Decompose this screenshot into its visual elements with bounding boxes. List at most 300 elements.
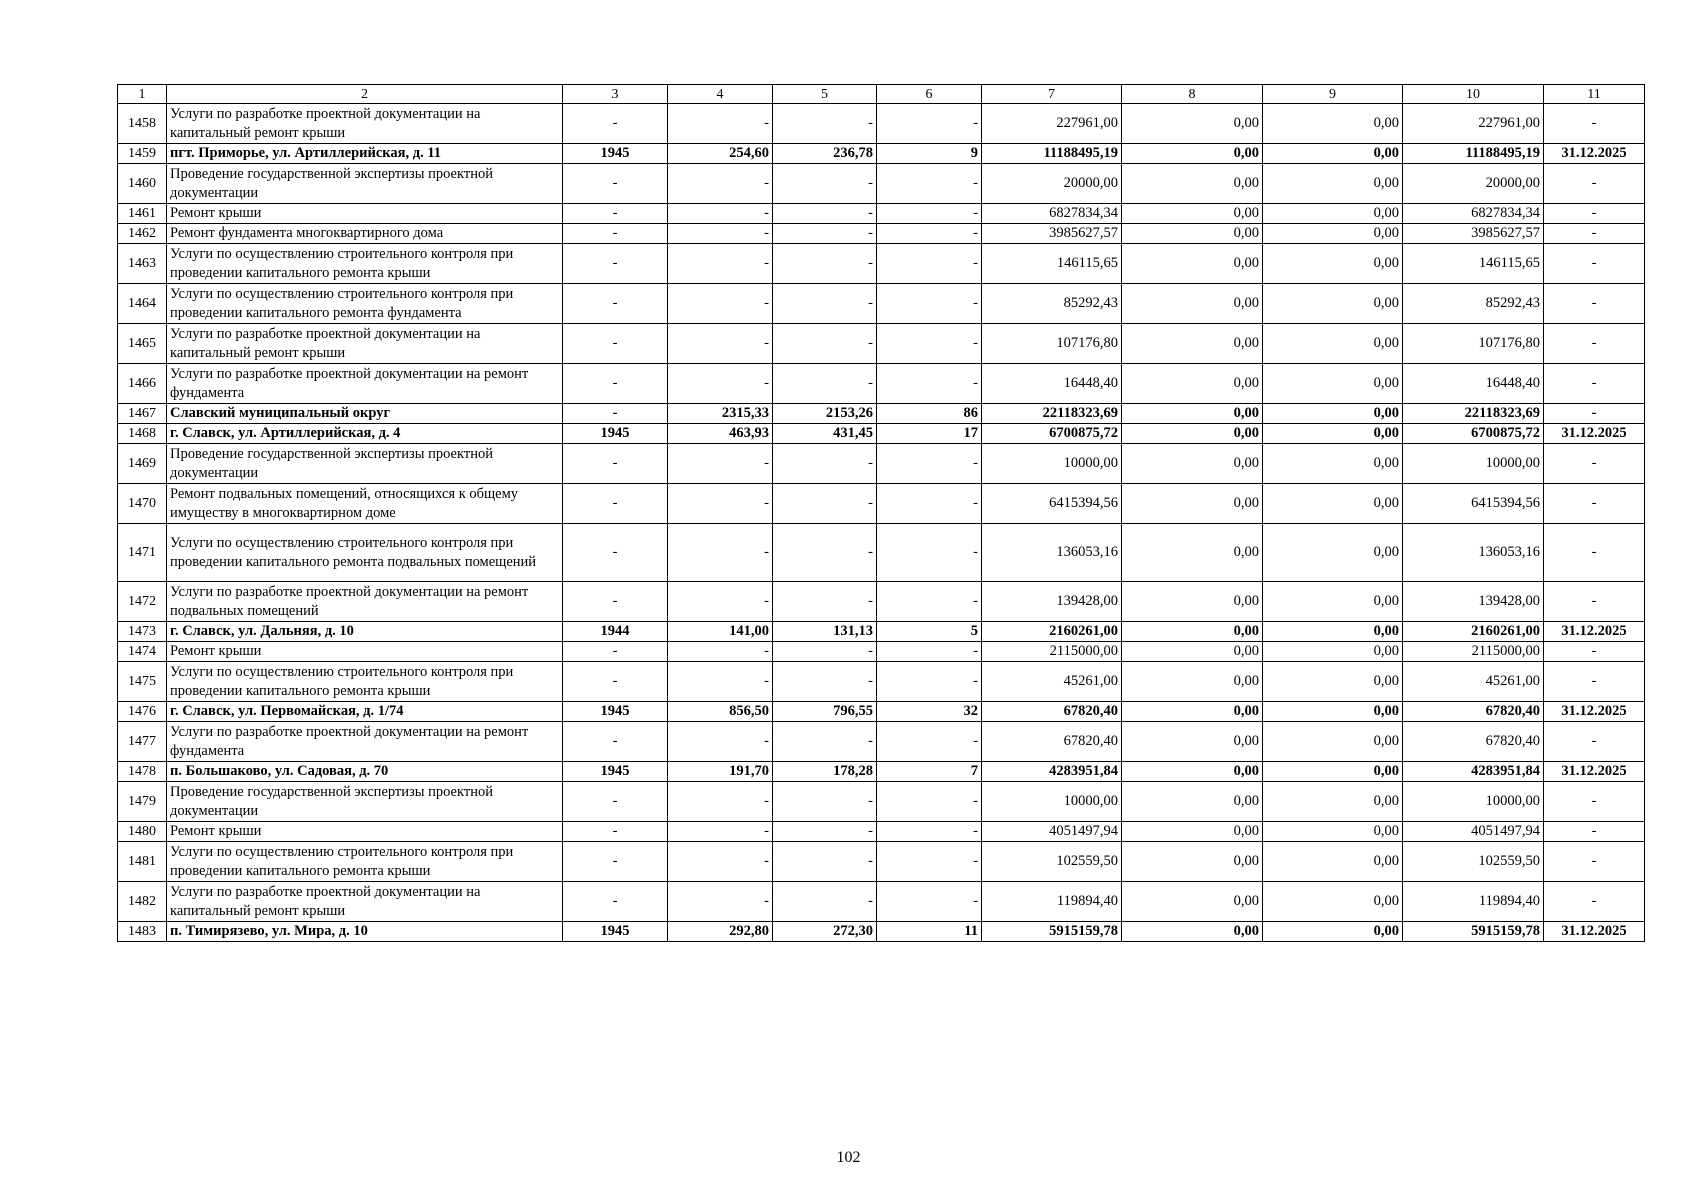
table-row <box>118 782 1645 822</box>
row-number-cell: 1461 <box>118 204 167 224</box>
table-row <box>118 424 1645 444</box>
fund-col8-cell: 0,00 <box>1122 524 1263 582</box>
cost-total-cell: 45261,00 <box>982 662 1122 702</box>
work-description-cell: Услуги по осуществлению строительного контроля при проведении капитального ремонта крыши <box>167 842 563 882</box>
area-living-cell: - <box>773 582 877 622</box>
cost-col10-cell: 10000,00 <box>1403 782 1544 822</box>
year-cell: 1945 <box>563 144 668 164</box>
row-number-cell: 1483 <box>118 922 167 942</box>
deadline-cell: 31.12.2025 <box>1544 702 1645 722</box>
fund-col9-cell: 0,00 <box>1263 882 1403 922</box>
cost-col10-cell: 67820,40 <box>1403 722 1544 762</box>
residents-cell: - <box>877 822 982 842</box>
header-cell-4: 4 <box>668 85 773 104</box>
work-description-cell: Проведение государственной экспертизы проектной документации <box>167 164 563 204</box>
deadline-cell: - <box>1544 842 1645 882</box>
table-row <box>118 404 1645 424</box>
work-description-cell: Услуги по осуществлению строительного контроля при проведении капитального ремонта крыши <box>167 662 563 702</box>
deadline-cell: - <box>1544 722 1645 762</box>
row-number-cell: 1464 <box>118 284 167 324</box>
fund-col9-cell: 0,00 <box>1263 762 1403 782</box>
area-total-cell: - <box>668 782 773 822</box>
table-row <box>118 164 1645 204</box>
table-row <box>118 722 1645 762</box>
residents-cell: 11 <box>877 922 982 942</box>
cost-col10-cell: 139428,00 <box>1403 582 1544 622</box>
residents-cell: 17 <box>877 424 982 444</box>
column-number-header-row <box>118 85 1645 104</box>
page-number: 102 <box>836 1149 861 1166</box>
deadline-cell: - <box>1544 882 1645 922</box>
table-row <box>118 762 1645 782</box>
fund-col9-cell: 0,00 <box>1263 662 1403 702</box>
area-living-cell: - <box>773 842 877 882</box>
residents-cell: - <box>877 882 982 922</box>
cost-total-cell: 5915159,78 <box>982 922 1122 942</box>
cost-total-cell: 20000,00 <box>982 164 1122 204</box>
year-cell: - <box>563 842 668 882</box>
fund-col9-cell: 0,00 <box>1263 822 1403 842</box>
cost-col10-cell: 22118323,69 <box>1403 404 1544 424</box>
header-cell-3: 3 <box>563 85 668 104</box>
table-row <box>118 144 1645 164</box>
deadline-cell: - <box>1544 662 1645 702</box>
area-total-cell: - <box>668 484 773 524</box>
fund-col8-cell: 0,00 <box>1122 244 1263 284</box>
work-description-cell: Услуги по осуществлению строительного контроля при проведении капитального ремонта крыши <box>167 244 563 284</box>
fund-col9-cell: 0,00 <box>1263 444 1403 484</box>
fund-col9-cell: 0,00 <box>1263 244 1403 284</box>
cost-total-cell: 11188495,19 <box>982 144 1122 164</box>
deadline-cell: - <box>1544 224 1645 244</box>
fund-col9-cell: 0,00 <box>1263 622 1403 642</box>
area-total-cell: - <box>668 882 773 922</box>
fund-col9-cell: 0,00 <box>1263 224 1403 244</box>
fund-col9-cell: 0,00 <box>1263 424 1403 444</box>
area-total-cell: 254,60 <box>668 144 773 164</box>
fund-col9-cell: 0,00 <box>1263 204 1403 224</box>
deadline-cell: - <box>1544 244 1645 284</box>
area-total-cell: - <box>668 582 773 622</box>
area-living-cell: - <box>773 782 877 822</box>
year-cell: - <box>563 324 668 364</box>
residents-cell: - <box>877 524 982 582</box>
table-row <box>118 104 1645 144</box>
cost-total-cell: 22118323,69 <box>982 404 1122 424</box>
fund-col9-cell: 0,00 <box>1263 324 1403 364</box>
area-living-cell: - <box>773 104 877 144</box>
cost-total-cell: 6415394,56 <box>982 484 1122 524</box>
cost-col10-cell: 16448,40 <box>1403 364 1544 404</box>
area-living-cell: - <box>773 822 877 842</box>
cost-total-cell: 85292,43 <box>982 284 1122 324</box>
header-cell-11: 11 <box>1544 85 1645 104</box>
cost-col10-cell: 227961,00 <box>1403 104 1544 144</box>
work-description-cell: Ремонт крыши <box>167 204 563 224</box>
area-living-cell: 236,78 <box>773 144 877 164</box>
table-row <box>118 642 1645 662</box>
fund-col9-cell: 0,00 <box>1263 164 1403 204</box>
cost-total-cell: 102559,50 <box>982 842 1122 882</box>
area-living-cell: 2153,26 <box>773 404 877 424</box>
cost-col10-cell: 107176,80 <box>1403 324 1544 364</box>
work-description-cell: Услуги по осуществлению строительного контроля при проведении капитального ремонта фундамента <box>167 284 563 324</box>
row-number-cell: 1458 <box>118 104 167 144</box>
fund-col8-cell: 0,00 <box>1122 104 1263 144</box>
year-cell: - <box>563 224 668 244</box>
area-total-cell: - <box>668 662 773 702</box>
deadline-cell: - <box>1544 104 1645 144</box>
row-number-cell: 1478 <box>118 762 167 782</box>
fund-col9-cell: 0,00 <box>1263 842 1403 882</box>
work-description-cell: Услуги по разработке проектной документации на капитальный ремонт крыши <box>167 324 563 364</box>
row-number-cell: 1465 <box>118 324 167 364</box>
fund-col8-cell: 0,00 <box>1122 662 1263 702</box>
cost-col10-cell: 4283951,84 <box>1403 762 1544 782</box>
fund-col8-cell: 0,00 <box>1122 484 1263 524</box>
year-cell: - <box>563 404 668 424</box>
table-row <box>118 622 1645 642</box>
work-description-cell: г. Славск, ул. Артиллерийская, д. 4 <box>167 424 563 444</box>
work-description-cell: г. Славск, ул. Дальняя, д. 10 <box>167 622 563 642</box>
table-row <box>118 284 1645 324</box>
work-description-cell: Ремонт крыши <box>167 642 563 662</box>
area-living-cell: - <box>773 722 877 762</box>
fund-col8-cell: 0,00 <box>1122 204 1263 224</box>
row-number-cell: 1463 <box>118 244 167 284</box>
cost-total-cell: 139428,00 <box>982 582 1122 622</box>
area-living-cell: 431,45 <box>773 424 877 444</box>
row-number-cell: 1479 <box>118 782 167 822</box>
fund-col8-cell: 0,00 <box>1122 582 1263 622</box>
fund-col8-cell: 0,00 <box>1122 722 1263 762</box>
work-description-cell: Услуги по разработке проектной документации на капитальный ремонт крыши <box>167 882 563 922</box>
area-living-cell: - <box>773 364 877 404</box>
cost-col10-cell: 4051497,94 <box>1403 822 1544 842</box>
year-cell: - <box>563 204 668 224</box>
table-row <box>118 244 1645 284</box>
residents-cell: 32 <box>877 702 982 722</box>
table-row <box>118 842 1645 882</box>
year-cell: 1945 <box>563 702 668 722</box>
cost-col10-cell: 85292,43 <box>1403 284 1544 324</box>
residents-cell: - <box>877 662 982 702</box>
area-total-cell: 856,50 <box>668 702 773 722</box>
header-cell-5: 5 <box>773 85 877 104</box>
work-description-cell: Услуги по осуществлению строительного контроля при проведении капитального ремонта подвальных помещений <box>167 524 563 582</box>
header-cell-6: 6 <box>877 85 982 104</box>
row-number-cell: 1468 <box>118 424 167 444</box>
residents-cell: - <box>877 364 982 404</box>
deadline-cell: - <box>1544 444 1645 484</box>
area-total-cell: 141,00 <box>668 622 773 642</box>
cost-col10-cell: 6827834,34 <box>1403 204 1544 224</box>
cost-col10-cell: 2115000,00 <box>1403 642 1544 662</box>
header-cell-7: 7 <box>982 85 1122 104</box>
cost-total-cell: 10000,00 <box>982 444 1122 484</box>
year-cell: - <box>563 722 668 762</box>
cost-total-cell: 10000,00 <box>982 782 1122 822</box>
area-total-cell: 191,70 <box>668 762 773 782</box>
residents-cell: - <box>877 484 982 524</box>
residents-cell: 7 <box>877 762 982 782</box>
cost-col10-cell: 10000,00 <box>1403 444 1544 484</box>
area-living-cell: - <box>773 284 877 324</box>
fund-col8-cell: 0,00 <box>1122 404 1263 424</box>
area-living-cell: 178,28 <box>773 762 877 782</box>
fund-col9-cell: 0,00 <box>1263 782 1403 822</box>
fund-col8-cell: 0,00 <box>1122 444 1263 484</box>
fund-col8-cell: 0,00 <box>1122 882 1263 922</box>
deadline-cell: - <box>1544 524 1645 582</box>
cost-col10-cell: 45261,00 <box>1403 662 1544 702</box>
cost-col10-cell: 136053,16 <box>1403 524 1544 582</box>
row-number-cell: 1473 <box>118 622 167 642</box>
deadline-cell: - <box>1544 582 1645 622</box>
fund-col9-cell: 0,00 <box>1263 144 1403 164</box>
cost-total-cell: 107176,80 <box>982 324 1122 364</box>
fund-col8-cell: 0,00 <box>1122 782 1263 822</box>
table-body <box>118 85 1645 942</box>
work-description-cell: п. Тимирязево, ул. Мира, д. 10 <box>167 922 563 942</box>
cost-total-cell: 136053,16 <box>982 524 1122 582</box>
deadline-cell: - <box>1544 484 1645 524</box>
table-row <box>118 662 1645 702</box>
deadline-cell: - <box>1544 324 1645 364</box>
residents-cell: - <box>877 642 982 662</box>
deadline-cell: - <box>1544 782 1645 822</box>
residents-cell: - <box>877 444 982 484</box>
area-total-cell: - <box>668 842 773 882</box>
residents-cell: 86 <box>877 404 982 424</box>
cost-col10-cell: 146115,65 <box>1403 244 1544 284</box>
area-total-cell: - <box>668 204 773 224</box>
fund-col8-cell: 0,00 <box>1122 642 1263 662</box>
area-total-cell: 463,93 <box>668 424 773 444</box>
area-total-cell: - <box>668 364 773 404</box>
deadline-cell: - <box>1544 364 1645 404</box>
deadline-cell: 31.12.2025 <box>1544 622 1645 642</box>
cost-total-cell: 2115000,00 <box>982 642 1122 662</box>
fund-col8-cell: 0,00 <box>1122 822 1263 842</box>
residents-cell: - <box>877 582 982 622</box>
work-description-cell: Ремонт фундамента многоквартирного дома <box>167 224 563 244</box>
cost-total-cell: 227961,00 <box>982 104 1122 144</box>
residents-cell: - <box>877 204 982 224</box>
area-total-cell: - <box>668 444 773 484</box>
cost-col10-cell: 3985627,57 <box>1403 224 1544 244</box>
header-cell-1: 1 <box>118 85 167 104</box>
fund-col9-cell: 0,00 <box>1263 364 1403 404</box>
area-living-cell: - <box>773 244 877 284</box>
deadline-cell: - <box>1544 642 1645 662</box>
area-living-cell: - <box>773 662 877 702</box>
area-living-cell: 272,30 <box>773 922 877 942</box>
year-cell: - <box>563 484 668 524</box>
work-description-cell: Услуги по разработке проектной документации на ремонт фундамента <box>167 722 563 762</box>
year-cell: - <box>563 582 668 622</box>
cost-total-cell: 67820,40 <box>982 722 1122 762</box>
area-living-cell: 131,13 <box>773 622 877 642</box>
deadline-cell: - <box>1544 164 1645 204</box>
fund-col8-cell: 0,00 <box>1122 164 1263 204</box>
area-living-cell: - <box>773 164 877 204</box>
area-living-cell: - <box>773 642 877 662</box>
area-living-cell: - <box>773 882 877 922</box>
row-number-cell: 1469 <box>118 444 167 484</box>
row-number-cell: 1470 <box>118 484 167 524</box>
cost-col10-cell: 2160261,00 <box>1403 622 1544 642</box>
table-row <box>118 702 1645 722</box>
work-description-cell: Проведение государственной экспертизы проектной документации <box>167 444 563 484</box>
table-row <box>118 364 1645 404</box>
year-cell: - <box>563 822 668 842</box>
table-row <box>118 484 1645 524</box>
work-description-cell: Ремонт подвальных помещений, относящихся к общему имуществу в многоквартирном доме <box>167 484 563 524</box>
cost-total-cell: 3985627,57 <box>982 224 1122 244</box>
area-total-cell: - <box>668 244 773 284</box>
area-total-cell: 2315,33 <box>668 404 773 424</box>
table-row <box>118 204 1645 224</box>
table-row <box>118 922 1645 942</box>
residents-cell: 9 <box>877 144 982 164</box>
fund-col8-cell: 0,00 <box>1122 324 1263 364</box>
row-number-cell: 1467 <box>118 404 167 424</box>
area-living-cell: - <box>773 204 877 224</box>
table-row <box>118 524 1645 582</box>
cost-total-cell: 2160261,00 <box>982 622 1122 642</box>
work-description-cell: Славский муниципальный округ <box>167 404 563 424</box>
fund-col8-cell: 0,00 <box>1122 424 1263 444</box>
cost-col10-cell: 102559,50 <box>1403 842 1544 882</box>
row-number-cell: 1481 <box>118 842 167 882</box>
year-cell: - <box>563 662 668 702</box>
residents-cell: - <box>877 324 982 364</box>
fund-col9-cell: 0,00 <box>1263 702 1403 722</box>
work-description-cell: г. Славск, ул. Первомайская, д. 1/74 <box>167 702 563 722</box>
row-number-cell: 1466 <box>118 364 167 404</box>
fund-col9-cell: 0,00 <box>1263 484 1403 524</box>
area-living-cell: - <box>773 444 877 484</box>
year-cell: - <box>563 364 668 404</box>
year-cell: - <box>563 104 668 144</box>
work-description-cell: Проведение государственной экспертизы проектной документации <box>167 782 563 822</box>
work-description-cell: п. Большаково, ул. Садовая, д. 70 <box>167 762 563 782</box>
cost-total-cell: 146115,65 <box>982 244 1122 284</box>
cost-total-cell: 4051497,94 <box>982 822 1122 842</box>
fund-col9-cell: 0,00 <box>1263 404 1403 424</box>
table-row <box>118 582 1645 622</box>
cost-col10-cell: 5915159,78 <box>1403 922 1544 942</box>
fund-col8-cell: 0,00 <box>1122 842 1263 882</box>
table-row <box>118 324 1645 364</box>
table-row <box>118 822 1645 842</box>
fund-col9-cell: 0,00 <box>1263 582 1403 622</box>
header-cell-2: 2 <box>167 85 563 104</box>
fund-col8-cell: 0,00 <box>1122 284 1263 324</box>
residents-cell: - <box>877 842 982 882</box>
fund-col9-cell: 0,00 <box>1263 284 1403 324</box>
work-description-cell: пгт. Приморье, ул. Артиллерийская, д. 11 <box>167 144 563 164</box>
residents-cell: - <box>877 164 982 204</box>
year-cell: 1945 <box>563 922 668 942</box>
area-total-cell: - <box>668 224 773 244</box>
cost-total-cell: 119894,40 <box>982 882 1122 922</box>
area-total-cell: - <box>668 822 773 842</box>
deadline-cell: 31.12.2025 <box>1544 922 1645 942</box>
deadline-cell: 31.12.2025 <box>1544 762 1645 782</box>
row-number-cell: 1460 <box>118 164 167 204</box>
residents-cell: - <box>877 224 982 244</box>
area-total-cell: 292,80 <box>668 922 773 942</box>
area-living-cell: 796,55 <box>773 702 877 722</box>
area-living-cell: - <box>773 324 877 364</box>
residents-cell: - <box>877 104 982 144</box>
capital-repair-table <box>117 84 1645 942</box>
area-total-cell: - <box>668 324 773 364</box>
work-description-cell: Услуги по разработке проектной документации на ремонт фундамента <box>167 364 563 404</box>
deadline-cell: - <box>1544 822 1645 842</box>
work-description-cell: Ремонт крыши <box>167 822 563 842</box>
year-cell: - <box>563 244 668 284</box>
fund-col8-cell: 0,00 <box>1122 762 1263 782</box>
cost-col10-cell: 119894,40 <box>1403 882 1544 922</box>
row-number-cell: 1476 <box>118 702 167 722</box>
year-cell: - <box>563 524 668 582</box>
deadline-cell: - <box>1544 404 1645 424</box>
residents-cell: - <box>877 284 982 324</box>
row-number-cell: 1477 <box>118 722 167 762</box>
year-cell: 1945 <box>563 424 668 444</box>
deadline-cell: - <box>1544 204 1645 224</box>
year-cell: - <box>563 782 668 822</box>
fund-col8-cell: 0,00 <box>1122 622 1263 642</box>
area-living-cell: - <box>773 524 877 582</box>
area-total-cell: - <box>668 284 773 324</box>
fund-col9-cell: 0,00 <box>1263 922 1403 942</box>
cost-total-cell: 6700875,72 <box>982 424 1122 444</box>
row-number-cell: 1471 <box>118 524 167 582</box>
cost-col10-cell: 6700875,72 <box>1403 424 1544 444</box>
residents-cell: - <box>877 722 982 762</box>
year-cell: - <box>563 444 668 484</box>
fund-col9-cell: 0,00 <box>1263 104 1403 144</box>
year-cell: - <box>563 882 668 922</box>
cost-total-cell: 16448,40 <box>982 364 1122 404</box>
year-cell: - <box>563 284 668 324</box>
row-number-cell: 1462 <box>118 224 167 244</box>
header-cell-10: 10 <box>1403 85 1544 104</box>
area-total-cell: - <box>668 164 773 204</box>
fund-col8-cell: 0,00 <box>1122 922 1263 942</box>
row-number-cell: 1472 <box>118 582 167 622</box>
year-cell: - <box>563 164 668 204</box>
fund-col8-cell: 0,00 <box>1122 702 1263 722</box>
year-cell: 1945 <box>563 762 668 782</box>
fund-col8-cell: 0,00 <box>1122 224 1263 244</box>
cost-col10-cell: 6415394,56 <box>1403 484 1544 524</box>
cost-total-cell: 6827834,34 <box>982 204 1122 224</box>
deadline-cell: - <box>1544 284 1645 324</box>
table-row <box>118 444 1645 484</box>
cost-total-cell: 4283951,84 <box>982 762 1122 782</box>
cost-col10-cell: 11188495,19 <box>1403 144 1544 164</box>
work-description-cell: Услуги по разработке проектной документации на капитальный ремонт крыши <box>167 104 563 144</box>
row-number-cell: 1482 <box>118 882 167 922</box>
fund-col8-cell: 0,00 <box>1122 144 1263 164</box>
area-living-cell: - <box>773 484 877 524</box>
area-living-cell: - <box>773 224 877 244</box>
